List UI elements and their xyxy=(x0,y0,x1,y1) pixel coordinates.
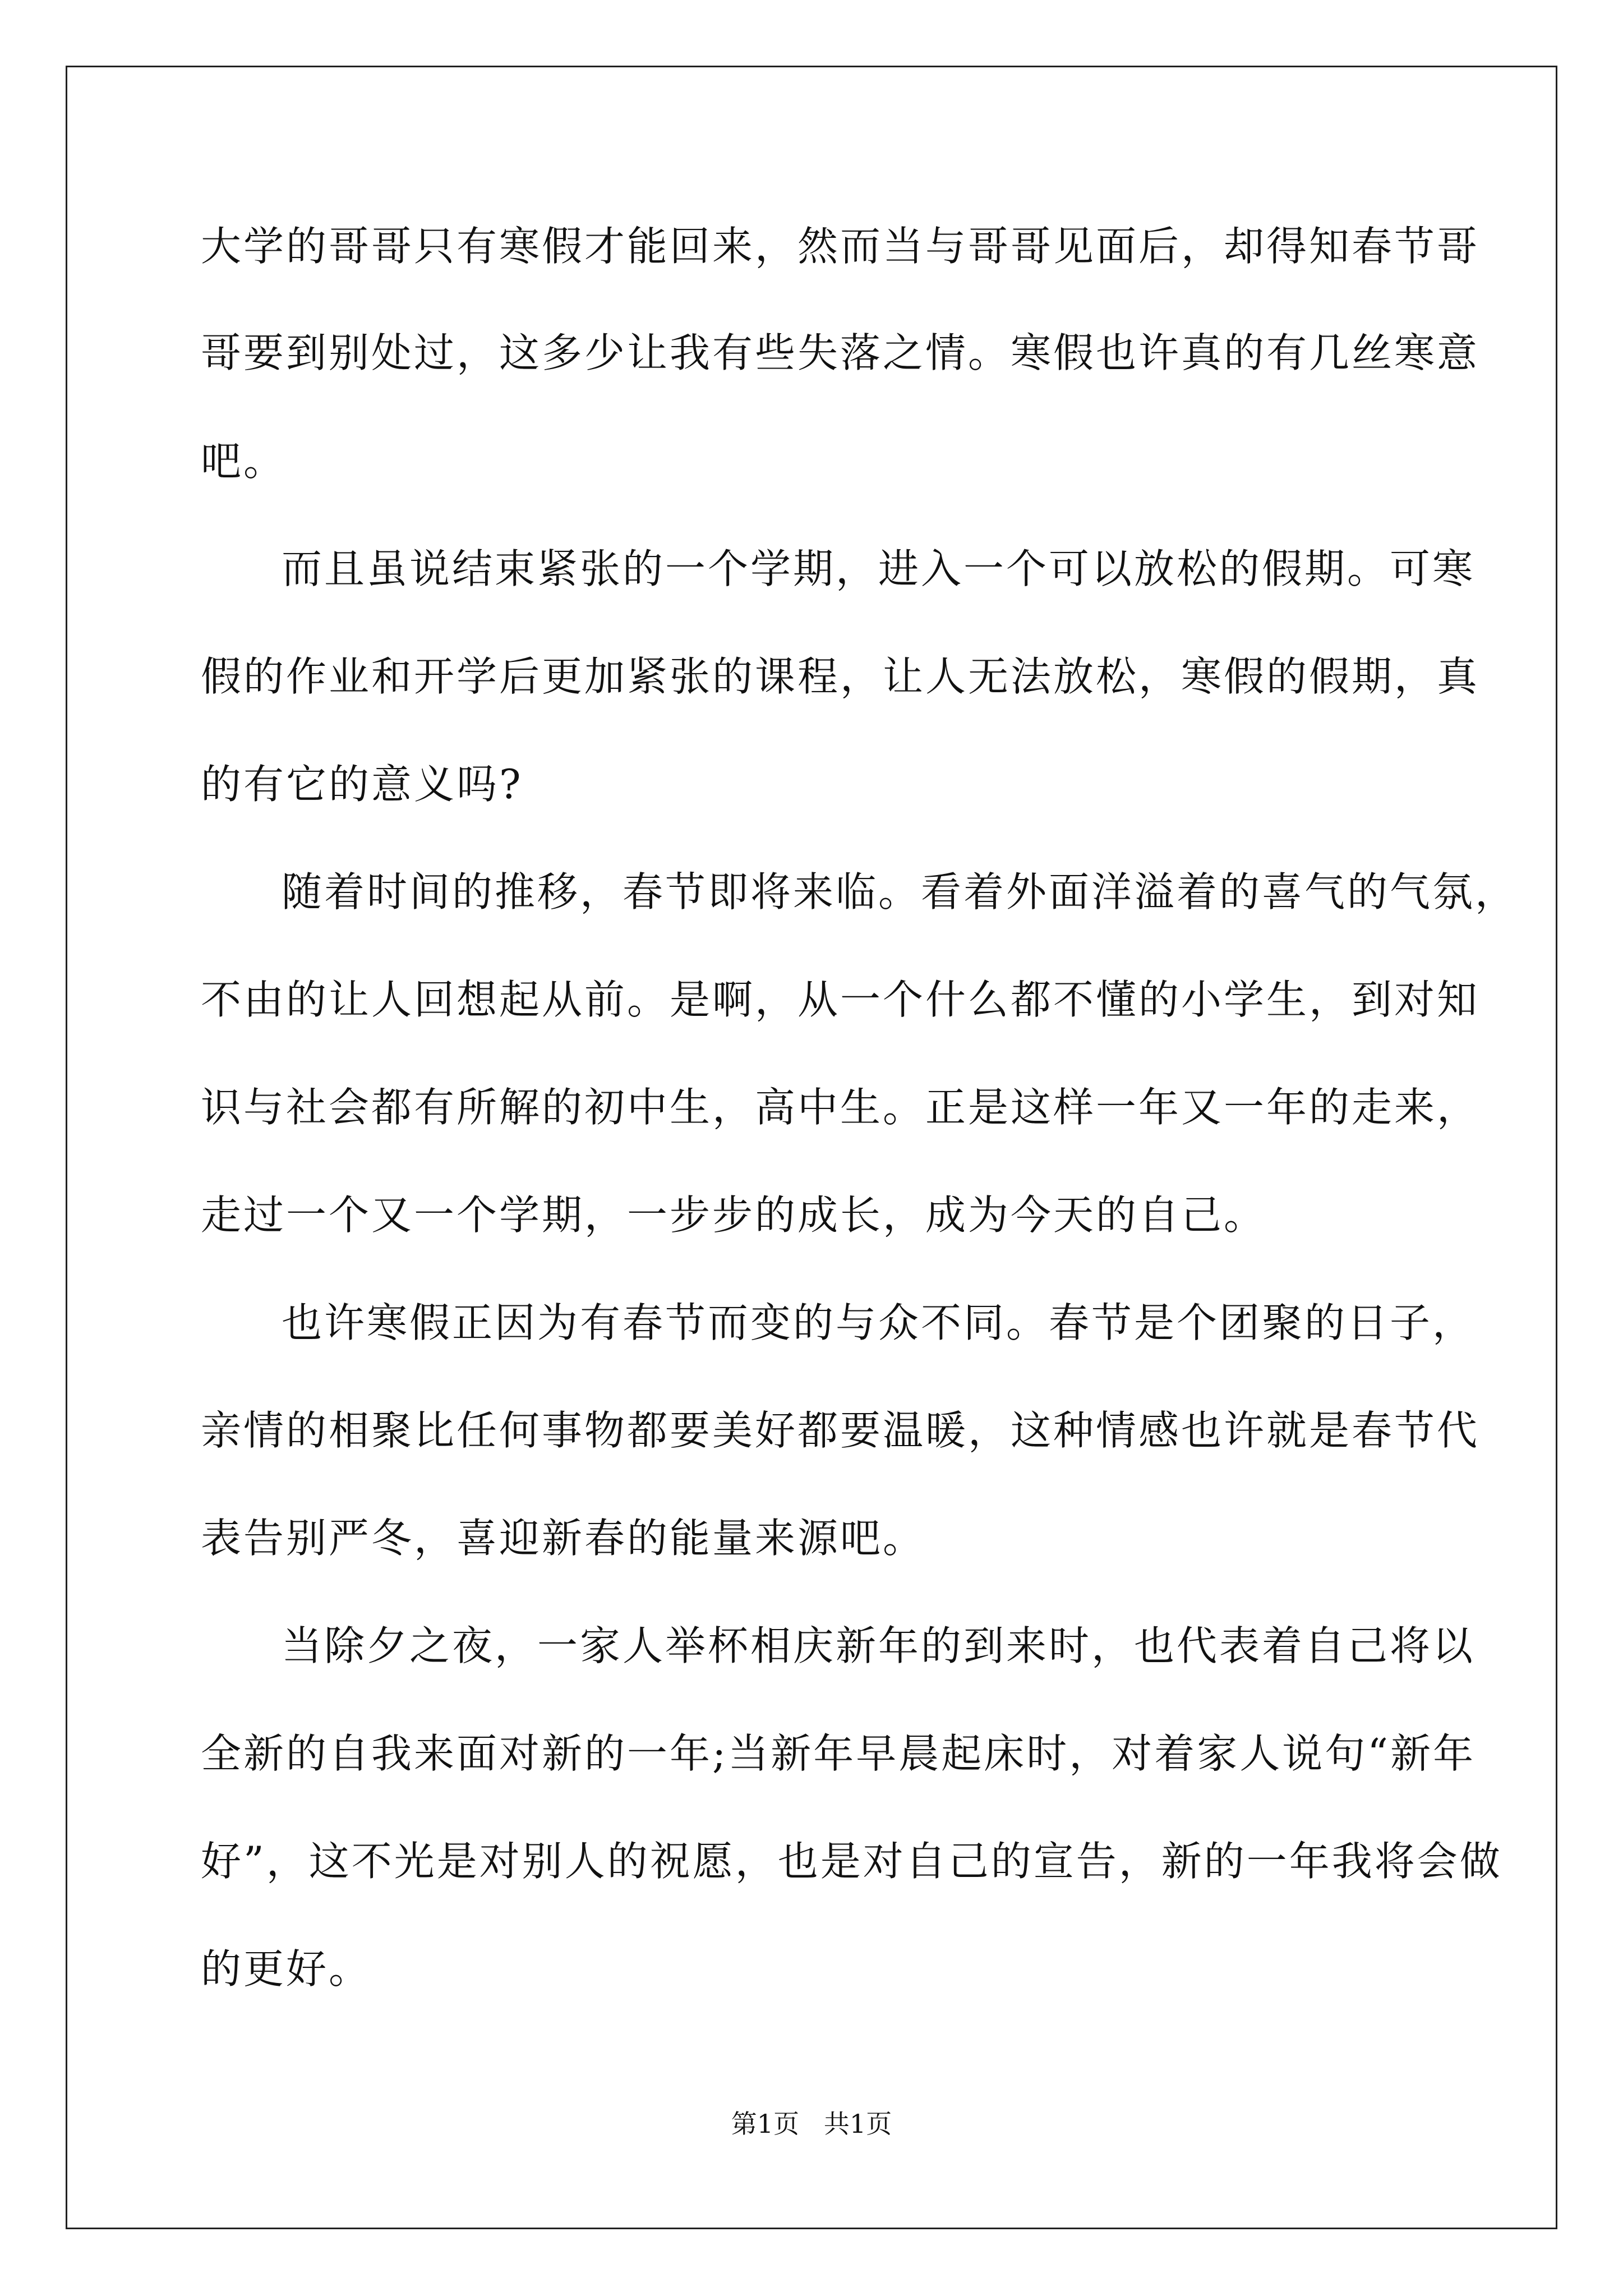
text-line: 吧。 xyxy=(201,438,287,485)
page-number-footer: 第1页 共1页 xyxy=(731,2109,892,2139)
text-line: 全新的自我来面对新的一年;当新年早晨起床时，对着家人说句“新年 xyxy=(201,1730,1476,1777)
text-line: 的更好。 xyxy=(201,1945,372,1993)
text-line: 哥要到别处过，这多少让我有些失落之情。寒假也许真的有几丝寒意 xyxy=(201,329,1480,376)
text-line: 表告别严冬，喜迎新春的能量来源吧。 xyxy=(201,1515,926,1562)
page-border xyxy=(66,66,1557,2229)
text-line: 识与社会都有所解的初中生，高中生。正是这样一年又一年的走来， xyxy=(201,1084,1480,1131)
paragraph-first-line: 随着时间的推移，春节即将来临。看着外面洋溢着的喜气的气氛， xyxy=(282,868,1518,915)
text-line: 假的作业和开学后更加紧张的课程，让人无法放松，寒假的假期，真 xyxy=(201,653,1480,700)
text-line: 不由的让人回想起从前。是啊，从一个什么都不懂的小学生，到对知 xyxy=(201,976,1480,1023)
text-line: 走过一个又一个学期，一步步的成长，成为今天的自己。 xyxy=(201,1191,1267,1239)
text-line: 亲情的相聚比任何事物都要美好都要温暖，这种情感也许就是春节代 xyxy=(201,1407,1480,1454)
paragraph-first-line: 也许寒假正因为有春节而变的与众不同。春节是个团聚的日子， xyxy=(282,1299,1476,1346)
paragraph-first-line: 当除夕之夜，一家人举杯相庆新年的到来时，也代表着自己将以 xyxy=(282,1622,1476,1669)
text-line: 大学的哥哥只有寒假才能回来，然而当与哥哥见面后，却得知春节哥 xyxy=(201,223,1480,270)
text-line: 好”，这不光是对别人的祝愿，也是对自己的宣告，新的一年我将会做 xyxy=(201,1838,1502,1885)
paragraph-first-line: 而且虽说结束紧张的一个学期，进入一个可以放松的假期。可寒 xyxy=(282,545,1476,592)
text-line: 的有它的意义吗? xyxy=(201,761,523,808)
